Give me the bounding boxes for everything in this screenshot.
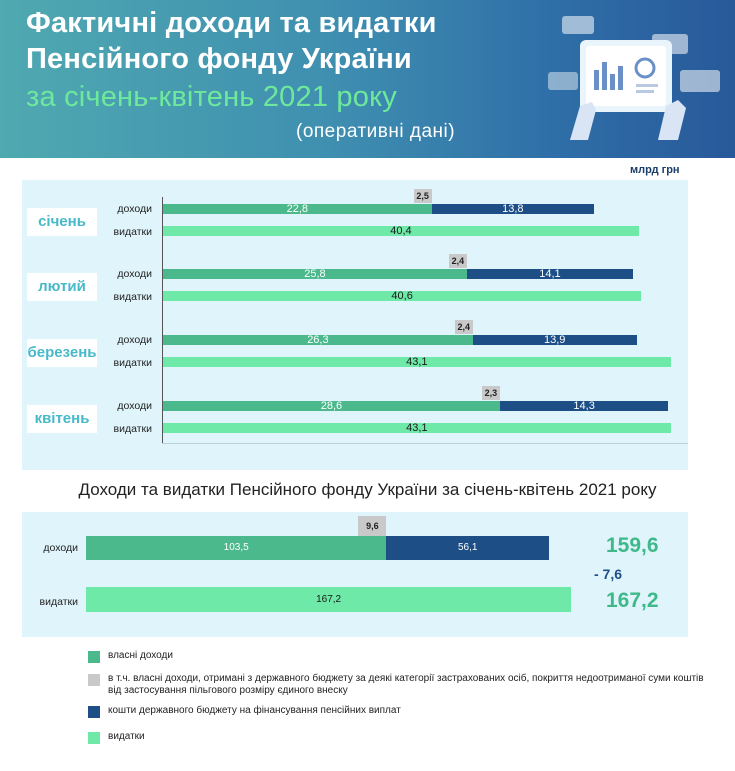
summary-state-budget-share-bar: 9,6: [358, 516, 386, 536]
expenses-bar: 40,6: [163, 291, 641, 301]
budget-funds-bar: 14,1: [467, 269, 633, 279]
state-budget-share-label: 2,4: [455, 320, 473, 334]
legend-text-expenses: видатки: [108, 731, 145, 742]
state-budget-share-label: 2,5: [414, 189, 432, 203]
income-row-label: доходи: [117, 334, 152, 346]
month-label-2: березень: [27, 339, 97, 367]
expenses-row-label: видатки: [113, 226, 152, 238]
expenses-row-label: видатки: [113, 291, 152, 303]
tablet-illustration-icon: [540, 10, 730, 150]
legend-swatch-state_budget_share: [88, 674, 100, 686]
summary-budget-funds-bar: 56,1: [386, 536, 549, 560]
summary-expenses-bar: 167,2: [86, 587, 571, 612]
expenses-bar: 43,1: [163, 423, 671, 433]
title-line-1: Фактичні доходи та видатки: [26, 7, 437, 39]
income-row-label: доходи: [117, 268, 152, 280]
summary-income-label: доходи: [43, 542, 78, 554]
month-label-3: квітень: [27, 405, 97, 433]
legend-text-state_budget_share: в т.ч. власні доходи, отримані з державного бюджету за деякі категорії застрахованих осіб, покриття недоотриманої суми коштів від застосування пільгового розміру єдиного внеску: [108, 673, 704, 696]
expenses-bar: 40,4: [163, 226, 639, 236]
own-income-bar: 26,3: [163, 335, 473, 345]
header-banner: [0, 0, 735, 158]
month-label-1: лютий: [27, 273, 97, 301]
budget-funds-bar: 13,8: [432, 204, 595, 214]
own-income-bar: 22,8: [163, 204, 432, 214]
budget-funds-bar: 14,3: [500, 401, 668, 411]
unit-label: млрд грн: [630, 164, 680, 176]
expenses-row-label: видатки: [113, 423, 152, 435]
x-axis-line: [162, 443, 688, 444]
balance-difference: - 7,6: [594, 566, 623, 582]
expenses-bar: 43,1: [163, 357, 671, 367]
title-line-2: Пенсійного фонду України: [26, 43, 412, 75]
legend-text-own_income: власні доходи: [108, 650, 173, 661]
state-budget-share-label: 2,4: [449, 254, 467, 268]
income-total: 159,6: [606, 534, 659, 557]
state-budget-share-label: 2,3: [482, 386, 500, 400]
budget-funds-bar: 13,9: [473, 335, 637, 345]
own-income-bar: 28,6: [163, 401, 500, 411]
expenses-total: 167,2: [606, 589, 659, 612]
income-row-label: доходи: [117, 203, 152, 215]
summary-chart-panel: [22, 512, 688, 637]
legend-text-budget_funds: кошти державного бюджету на фінансування пенсійних виплат: [108, 705, 401, 716]
expenses-row-label: видатки: [113, 357, 152, 369]
own-income-bar: 25,8: [163, 269, 467, 279]
summary-expenses-label: видатки: [39, 596, 78, 608]
legend-swatch-expenses: [88, 732, 100, 744]
summary-own-income-bar: 103,5: [86, 536, 386, 560]
legend-swatch-own_income: [88, 651, 100, 663]
income-row-label: доходи: [117, 400, 152, 412]
title-line-3: за січень-квітень 2021 року: [26, 81, 397, 113]
subtitle: (оперативні дані): [296, 121, 456, 142]
legend-swatch-budget_funds: [88, 706, 100, 718]
summary-chart-title: Доходи та видатки Пенсійного фонду України за січень-квітень 2021 року: [78, 480, 657, 499]
month-label-0: січень: [27, 208, 97, 236]
